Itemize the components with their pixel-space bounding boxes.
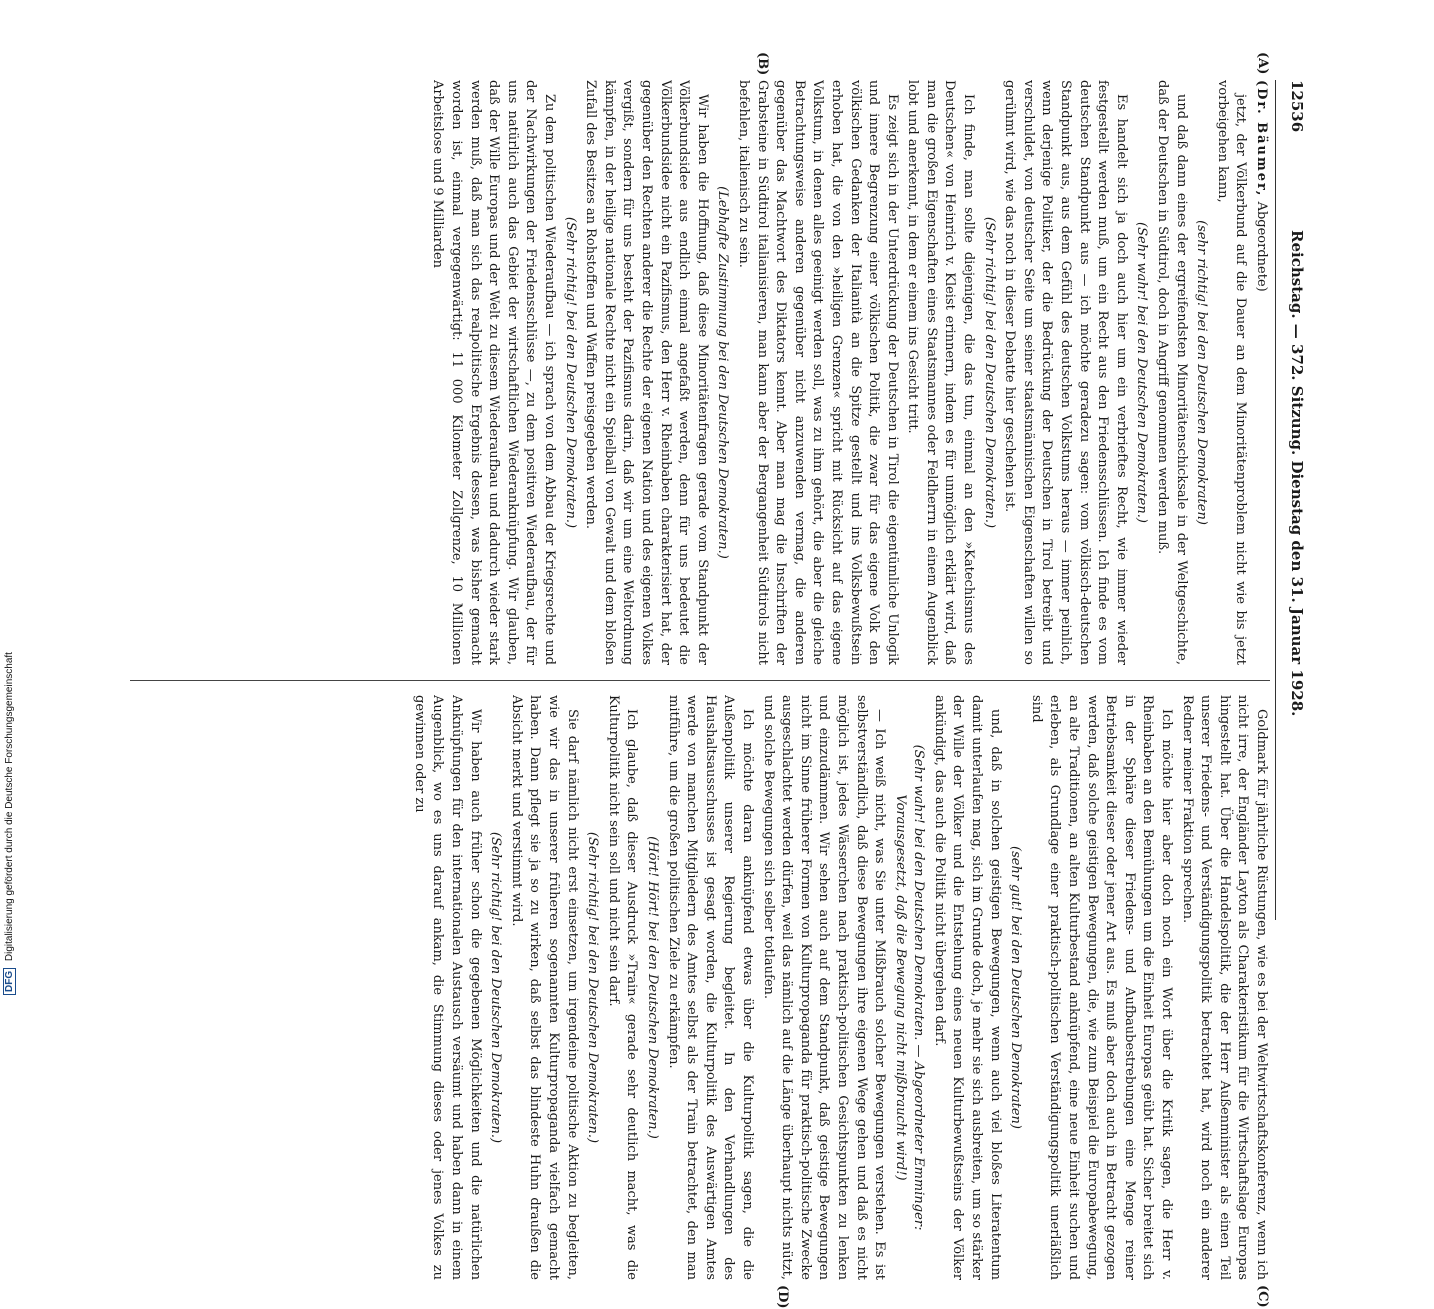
paragraph: Es handelt sich ja doch auch hier um ein verbrieftes Recht, wie immer wieder festgestellt werden muß, um ein Recht aus den Friedensschlüssen. Ich finde es vom deutschen Standpunkt aus — ich möchte geradezu sagen: vom völkisch-deutschen Standpunkt aus, aus dem Gefühl des deutschen Volkstums heraus — immer peinlich, wenn derjenige Politiker, der die Bedrückung der Deutschen in Tirol betreibt und verschuldet, von deutscher Seite um seiner staatsmännischen Eigenschaften willen so gerühmt wird, wie das noch in dieser Debatte hier geschehen ist. bbox=[1002, 80, 1129, 665]
interjection: (Sehr richtig! bei den Deutschen Demokraten.) bbox=[562, 216, 578, 529]
paragraph: Wir haben die Hoffnung, daß diese Minoritätenfragen gerade vom Standpunkt der Völkerbundsidee aus endlich einmal angefaßt werden, denn für uns bedeutet die Völkerbundsidee nicht ein Pazifismus, den Herr v. Rheinbaben charakterisiert hat, der gegenüber den Rechten anderer die Rechte der eigenen Nation und des eigenen Volkes vergißt, sondern für uns besteht der Pazifismus darin, daß wir um eine Weltordnung kämpfen, in der heilige nationale Rechte nicht ein Spielball von Gewalt und dem bloßen Zufall des Besitzes an Rohstoffen und Waffen preisgegeben werden. bbox=[583, 80, 710, 665]
page-header bbox=[1280, 80, 1310, 920]
speaker-name: (Dr. Bäumer, bbox=[1254, 80, 1269, 198]
paragraph: Ich möchte hier aber doch noch ein Wort über die Kritik sagen, die Herr v. Rheinbaben an den Bemühungen um die Einheit Europas geübt hat. Sicher breitet sich in der Sphäre dieser Friedens- und Aufbaubestrebungen eine Menge reiner Betriebsamkeit dieser oder jener Art aus. Es muß aber doch auch in Betracht gezogen werden, daß solche geistigen Bewegungen, die, wie zum Beispiel die Europabewegung, an alte Traditionen, an alten Kulturbestand anknüpfend, eine neue Einheit suchen und erleben, als Grundlage einer praktisch-politischen Verständigungspolitik unerläßlich sind bbox=[1028, 695, 1175, 1280]
paragraph: Ich möchte daran anknüpfend etwas über die Kulturpolitik sagen, die die Außenpolitik unserer Regierung begleitet. In den Verhandlungen des Haushaltsausschusses ist gesagt worden, die Kulturpolitik des Auswärtigen Amtes werde von manchen Mitgliedern des Amtes selbst als der Train betrachtet, den man mitführe, um die großen politischen Ziele zu erkämpfen. bbox=[665, 695, 755, 1280]
margin-marker-d: (D) bbox=[775, 1285, 790, 1309]
right-column bbox=[130, 695, 1270, 1280]
interjection: (Sehr richtig! bei den Deutschen Demokraten.) bbox=[981, 216, 997, 529]
paragraph: Zu dem politischen Wiederaufbau — ich sprach von dem Abbau der Kriegsrechte und der Nachwirkungen der Friedensschlüsse —, zu dem positiven Wiederaufbau, der für uns natürlich auch das Gebiet der wirtschaftlichen Wiederanknüpfung. Wir glauben, daß der Wille Europas und der Welt zu diesem Wiederaufbau und dadurch wieder stark werden muß, daß man sich das realpolitische Ergebnis dessen, was bisher gemacht worden ist, einmal vergegenwärtigt: 11 000 Kilometer Zollgrenze, 10 Millionen Arbeitslose und 9 Milliarden bbox=[430, 80, 558, 665]
interjection: (sehr gut! bei den Deutschen Demokraten) bbox=[1008, 846, 1024, 1129]
footer-text: Digitalisierung gefördert durch die Deutsche Forschungsgemeinschaft bbox=[4, 652, 15, 962]
page-number: 12536 bbox=[1288, 80, 1306, 133]
margin-marker-a: (A) bbox=[1255, 52, 1270, 75]
digitization-footer bbox=[3, 95, 15, 995]
speaker-role: Abgeordnete) bbox=[1254, 197, 1269, 292]
interjection: (Sehr wahr! bei den Deutschen Demokraten. — Abgeordneter Emminger: Vorausgesetzt, daß die Bewegung nicht mißbraucht wird!) bbox=[892, 744, 927, 1231]
interjection: (Sehr richtig! bei den Deutschen Demokraten.) bbox=[488, 831, 504, 1144]
paragraph: Wir haben auch früher schon die gegebenen Möglichkeiten und die natürlichen Anknüpfungen für den internationalen Austausch versäumt und haben dann in einem Augenblick, wo es uns darauf ankam, die Stimmung dieses oder jenes Volkes zu gewinnen oder zu bbox=[411, 695, 483, 1280]
paragraph: jetzt, der Völkerbund auf die Dauer an dem Minoritätenproblem nicht wie bis jetzt vorbeigehen kann, bbox=[1214, 80, 1249, 665]
paragraph: Ich finde, man sollte diejenigen, die das tun, einmal an den »Katechismus des Deutschen« von Heinrich v. Kleist erinnern, indem es für unmöglich erklärt wird, daß man die großen Eigenschaften eines Staatsmannes oder Feldherrn in einem Augenblick lobt und anerkennt, in dem er einem ins Gesicht tritt. bbox=[905, 80, 977, 665]
paragraph: und daß dann eines der ergreifendsten Minoritätenschicksale in der Weltgeschichte, daß der Deutschen in Südtirol, doch in Angriff genommen werden muß. bbox=[1155, 80, 1189, 665]
paragraph: — Ich weiß nicht, was Sie unter Mißbrauch solcher Bewegungen verstehen. Es ist selbstverständlich, daß diese Bewegungen ihre eigenen Wege gehen und daß es nicht möglich ist, jedes Wässerchen nach praktisch-politischen Gesichtspunkten zu lenken und einzudämmen. Wir sehen auch auf dem Standpunkt, daß geistige Bewegungen nicht im Sinne früherer Formen von Kulturpropaganda für praktisch-politische Zwecke ausgeschlachtet werden dürfen, weil das nämlich auf die Länge überhaupt nichts nützt, und solche Bewegungen sich selber totlaufen. bbox=[760, 695, 888, 1280]
speaker-line bbox=[1251, 80, 1270, 665]
dfg-logo: DFG bbox=[3, 968, 16, 995]
paragraph: Ich glaube, daß dieser Ausdruck »Train« gerade sehr deutlich macht, was die Kulturpolitik nicht sein soll und nicht sein darf. bbox=[605, 695, 640, 1280]
paragraph: und, daß in solchen geistigen Bewegungen, wenn auch viel bloßes Literatentum damit unterlaufen mag, sich im Grunde doch, je mehr sie sich ausbreiten, um so stärker der Wille der Völker und die Entstehung eines neuen Kulturbewußtseins der Völker ankündigt, das auch die Politik nicht übergehen darf. bbox=[931, 695, 1003, 1280]
paragraph: Goldmark für jährliche Rüstungen, wie es bei der Weltwirtschaftskonferenz, wenn ich nicht irre, der Engländer Layton als Charakteristikum für die Wirtschaftslage Europas hingestellt hat. Über die Handelspolitik, die der Herr Außenminister als einen Teil unserer Friedens- und Verständigungspolitik betrachtet hat, wird noch ein anderer Redner meiner Fraktion sprechen. bbox=[1179, 695, 1269, 1280]
paragraph: Sie darf nämlich nicht erst einsetzen, um irgendeine politische Aktion zu begleiten, wie wir das in unserer früheren sogenannten Kulturpropaganda vielfach gemacht haben. Dann pflegt sie ja so zu wirken, daß selbst das blindeste Huhn draußen die Absicht merkt und verstimmt wird. bbox=[508, 695, 580, 1280]
document-page bbox=[110, 52, 1310, 1309]
interjection: (Sehr richtig! bei den Deutschen Demokraten.) bbox=[585, 831, 601, 1144]
running-title: Reichstag. — 372. Sitzung. Dienstag den 31. Januar 1928. bbox=[1288, 230, 1306, 717]
interjection: (Lebhafte Zustimmung bei den Deutschen Demokraten.) bbox=[715, 186, 731, 559]
interjection: (Hört! Hört! bei den Deutschen Demokraten.) bbox=[645, 836, 660, 1139]
margin-marker-b: (B) bbox=[755, 52, 770, 76]
paragraph: Es zeigt sich in der Unterdrückung der Deutschen in Tirol die eigentümliche Unlogik und innere Begrenzung einer völkischen Politik, die zwar für das eigene Volk den völkischen Gedanken der Italianità an die Spitze gestellt und ins Volksbewußtsein erhoben hat, die von den »heiligen Grenzen« spricht mit Rücksicht auf das eigene Volkstum, in denen alles geeinigt werden soll, was zu ihm gehört, die aber die gleiche Betrachtungsweise anderen gegenüber nicht anzuwenden vermag, die anderen gegenüber das Machtwort des Diktators kennt. Aber man mag die Inschriften der Grabsteine in Südtirol italianisieren, man kann aber der Bergangenheit Südtirols nicht befehlen, italienisch zu sein. bbox=[735, 80, 900, 665]
left-column bbox=[130, 80, 1270, 665]
interjection: (sehr richtig! bei den Deutschen Demokraten) bbox=[1194, 220, 1210, 525]
header-rule bbox=[1275, 80, 1276, 920]
interjection: (Sehr wahr! bei den Deutschen Demokraten.) bbox=[1134, 222, 1150, 523]
margin-marker-c: (C) bbox=[1255, 1285, 1270, 1308]
column-divider bbox=[130, 680, 1270, 681]
